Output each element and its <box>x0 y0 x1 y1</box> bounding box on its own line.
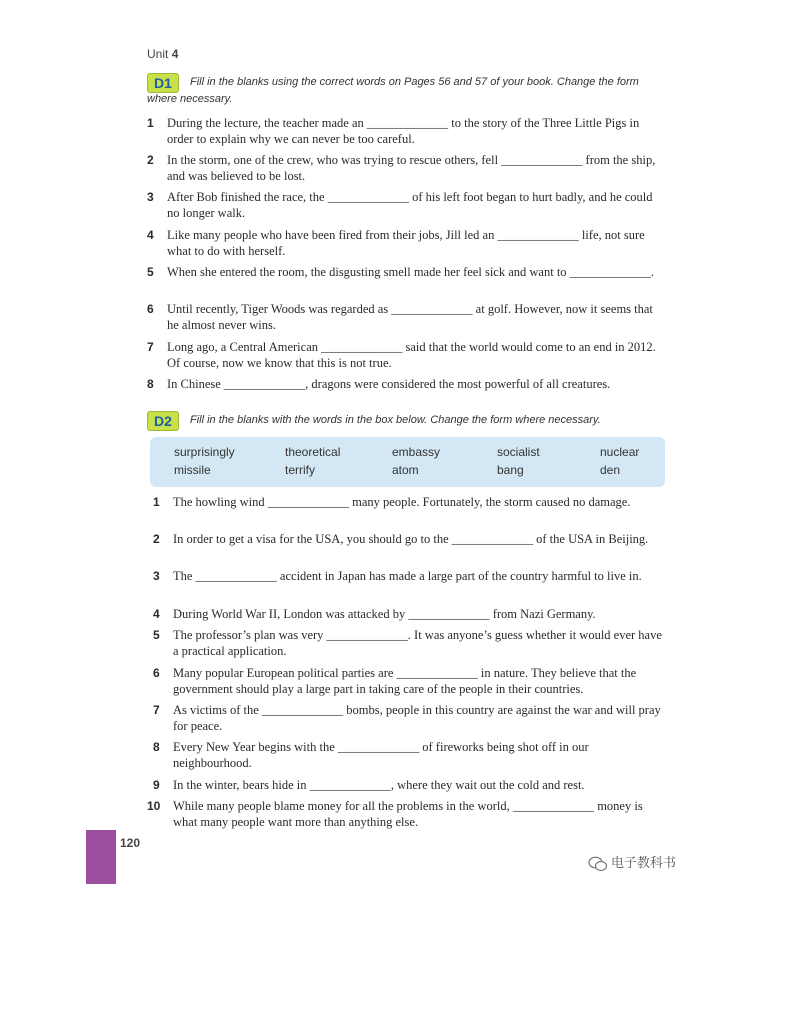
word-box-item: atom <box>392 463 419 477</box>
question-text: In Chinese _____________, dragons were considered the most powerful of all creatures. <box>167 377 611 391</box>
question-text: In order to get a visa for the USA, you should go to the _____________ of the USA in Beijing. <box>173 532 649 546</box>
word-box-item: missile <box>174 463 211 477</box>
question-text: In the winter, bears hide in _____________, where they wait out the cold and rest. <box>173 778 585 792</box>
word-box-item: terrify <box>285 463 315 477</box>
question-number: 8 <box>153 740 160 754</box>
word-box-item: surprisingly <box>174 445 235 459</box>
question-number: 7 <box>147 340 154 354</box>
section-d2-tag: D2 <box>147 411 179 431</box>
wechat-icon <box>588 856 608 872</box>
question-text: Long ago, a Central American _____________ said that the world would come to an end in 2012. Of course, now we know that this is not true. <box>167 340 656 370</box>
question-text: Until recently, Tiger Woods was regarded as _____________ at golf. However, now it seems that he almost never wins. <box>167 302 653 332</box>
question-text: While many people blame money for all the problems in the world, _____________ money is what many people want more than anything else. <box>173 799 643 829</box>
section-d2-instruction: Fill in the blanks with the words in the box below. Change the form where necessary. <box>190 414 601 426</box>
question-number: 10 <box>147 799 161 813</box>
question-number: 3 <box>153 569 160 583</box>
question-number: 4 <box>147 228 154 242</box>
word-box-item: nuclear <box>600 445 640 459</box>
question-text: During World War II, London was attacked by _____________ from Nazi Germany. <box>173 607 596 621</box>
unit-header <box>147 47 178 61</box>
question-text: The professor’s plan was very _____________. It was anyone’s guess whether it would ever have a practical application. <box>173 628 662 658</box>
question-number: 2 <box>147 153 154 167</box>
question-number: 6 <box>147 302 154 316</box>
question-text: Every New Year begins with the _____________ of fireworks being shot off in our neighbourhood. <box>173 740 589 770</box>
question-number: 8 <box>147 377 154 391</box>
question-number: 9 <box>153 778 160 792</box>
question-text: Many popular European political parties are _____________ in nature. They believe that the government should play a large part in taking care of the people in their countries. <box>173 666 637 696</box>
question-text: Like many people who have been fired from their jobs, Jill led an _____________ life, not sure what to do with herself. <box>167 228 645 258</box>
section-d1-tag: D1 <box>147 73 179 93</box>
question-text: The howling wind _____________ many people. Fortunately, the storm caused no damage. <box>173 495 631 509</box>
question-text: During the lecture, the teacher made an _____________ to the story of the Three Little Pigs in order to explain why we can never be too careful. <box>167 116 640 146</box>
question-number: 6 <box>153 666 160 680</box>
page-number: 120 <box>120 836 141 850</box>
question-number: 2 <box>153 532 160 546</box>
section-d1-instruction-line2: where necessary. <box>147 93 233 105</box>
section-d1-instruction-line1: Fill in the blanks using the correct words on Pages 56 and 57 of your book. Change the form <box>190 76 639 88</box>
question-number: 1 <box>153 495 160 509</box>
word-box-item: den <box>600 463 621 477</box>
page-color-bar <box>86 830 116 884</box>
question-number: 4 <box>153 607 160 621</box>
question-text: After Bob finished the race, the _____________ of his left foot began to hurt badly, and he could no longer walk. <box>167 190 653 220</box>
unit-label: Unit <box>147 47 169 61</box>
word-box-item: theoretical <box>285 445 341 459</box>
question-text: In the storm, one of the crew, who was trying to rescue others, fell _____________ from the ship, and was believed to be lost. <box>167 153 656 183</box>
word-box-item: embassy <box>392 445 441 459</box>
unit-number: 4 <box>171 47 179 61</box>
word-box-item: socialist <box>497 445 540 459</box>
word-box <box>150 437 665 487</box>
watermark-text: 电子教科书 <box>611 856 677 871</box>
question-text: As victims of the _____________ bombs, people in this country are against the war and will pray for peace. <box>173 703 661 733</box>
question-number: 5 <box>147 265 154 279</box>
question-number: 5 <box>153 628 160 642</box>
word-box-item: bang <box>497 463 524 477</box>
question-text: The _____________ accident in Japan has made a large part of the country harmful to live in. <box>173 569 642 583</box>
question-text: When she entered the room, the disgusting smell made her feel sick and want to _____________. <box>167 265 655 279</box>
question-number: 3 <box>147 190 154 204</box>
question-number: 1 <box>147 116 154 130</box>
watermark <box>588 852 676 872</box>
question-number: 7 <box>153 703 160 717</box>
